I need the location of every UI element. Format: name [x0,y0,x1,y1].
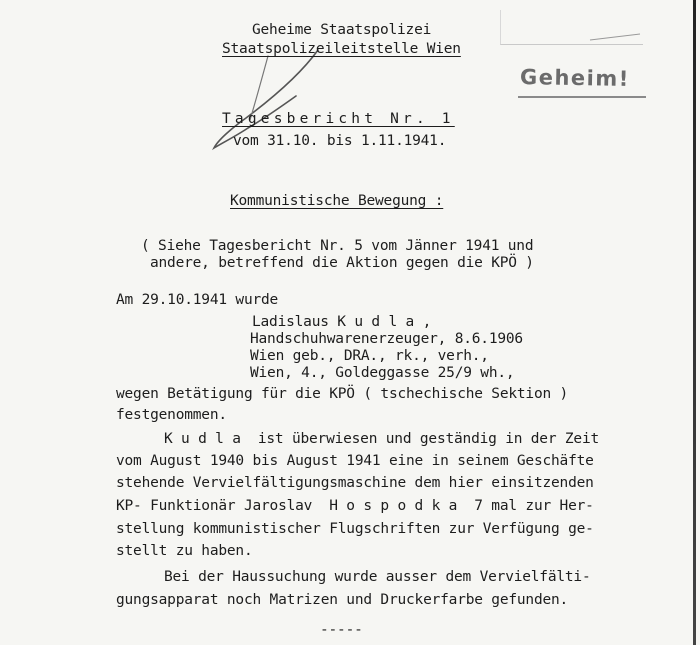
secret-stamp-underline [518,96,646,98]
arrest-outcome: festgenommen. [116,407,227,423]
arrest-intro: Am 29.10.1941 wurde [116,292,279,308]
body-paragraph-1-line-4: KP- Funktionär Jaroslav H o s p o d k a 7 mal zur Her- [116,498,594,514]
filing-box-mark [500,10,643,45]
arrest-reason: wegen Betätigung für die KPÖ ( tschechische Sektion ) [116,386,569,402]
body-paragraph-2-line-2: gungsapparat noch Matrizen und Druckerfarbe gefunden. [116,592,569,608]
body-paragraph-1-line-5: stellung kommunistischer Flugschriften zur Verfügung ge- [116,521,594,537]
page-edge-shadow [693,0,696,645]
secret-stamp-text: Geheim! [519,65,631,91]
body-paragraph-2-line-1: Bei der Haussuchung wurde ausser dem Vervielfälti- [164,569,591,585]
section-heading: Kommunistische Bewegung : [230,193,444,209]
body-paragraph-1-line-2: vom August 1940 bis August 1941 eine in seinem Geschäfte [116,453,594,469]
body-paragraph-1-line-1: K u d l a ist überwiesen und geständig in der Zeit [164,431,600,447]
body-paragraph-1-line-6: stellt zu haben. [116,543,253,559]
report-title: Tagesbericht Nr. 1 [222,111,455,127]
secret-stamp [516,64,648,98]
person-occupation: Handschuhwarenerzeuger, 8.6.1906 [250,331,523,347]
person-name: Ladislaus K u d l a , [252,314,432,330]
body-paragraph-1-line-3: stehende Vervielfältigungsmaschine dem hier einsitzenden [116,475,594,491]
section-separator: ----- [320,622,363,638]
person-address: Wien, 4., Goldeggasse 25/9 wh., [250,365,515,381]
person-details: Wien geb., DRA., rk., verh., [250,348,489,364]
report-period: vom 31.10. bis 1.11.1941. [233,133,447,149]
office-name: Staatspolizeileitstelle Wien [222,41,461,57]
agency-name: Geheime Staatspolizei [252,22,432,38]
reference-line-1: ( Siehe Tagesbericht Nr. 5 vom Jänner 1941 und [141,238,534,254]
reference-line-2: andere, betreffend die Aktion gegen die KPÖ ) [150,255,534,271]
